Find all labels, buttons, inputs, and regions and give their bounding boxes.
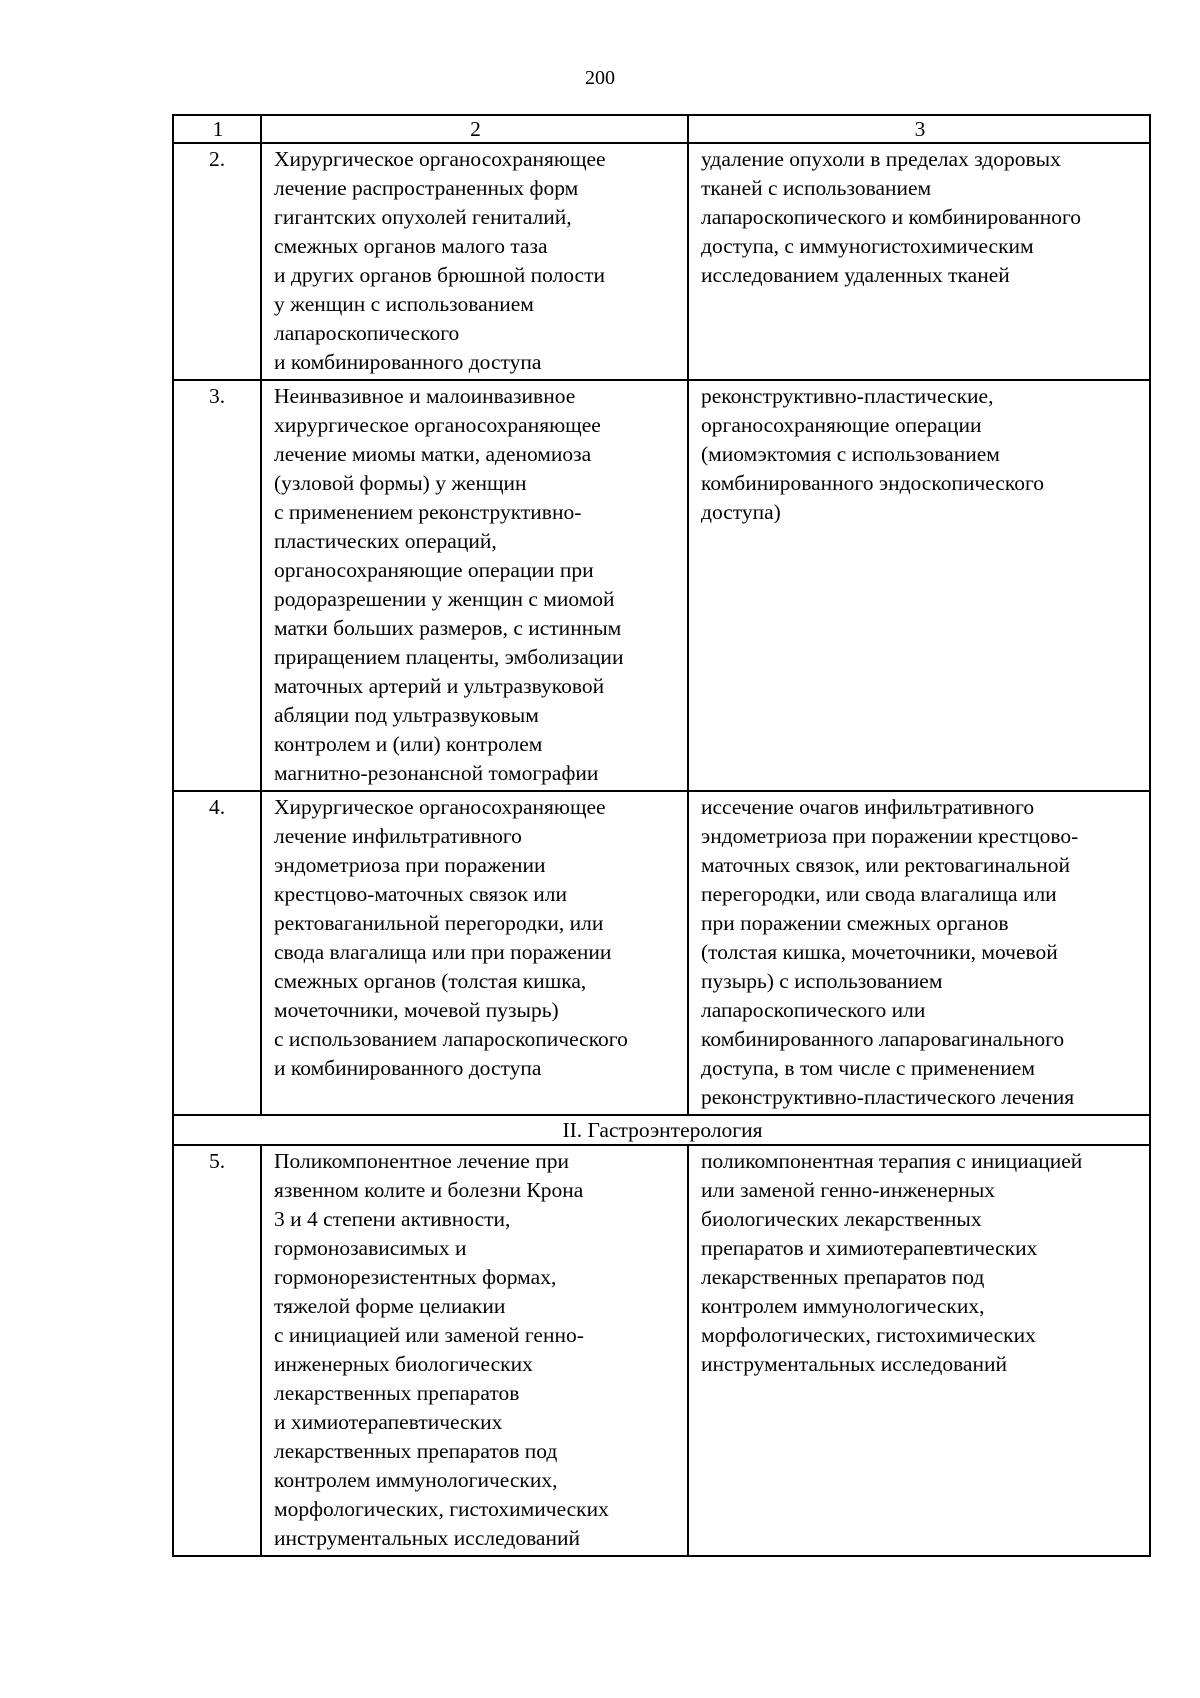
cell-text-line: доступа) xyxy=(701,500,781,524)
cell-text-line: иссечение очагов инфильтративного xyxy=(701,795,1035,819)
cell-text-line: реконструктивно-пластические, xyxy=(701,384,994,408)
cell-text-line: инженерных биологических xyxy=(274,1352,533,1376)
cell-text-line: 3 и 4 степени активности, xyxy=(274,1207,511,1231)
cell-text-line: с инициацией или заменой генно- xyxy=(274,1323,584,1347)
cell-text-line: биологических лекарственных xyxy=(701,1207,982,1231)
cell-text-line: (толстая кишка, мочеточники, мочевой xyxy=(701,940,1058,964)
cell-text-line: свода влагалища или при поражении xyxy=(274,940,612,964)
row-number: 5. xyxy=(173,1145,261,1556)
cell-text-line: крестцово-маточных связок или xyxy=(274,882,568,906)
cell-text-line: перегородки, или свода влагалища или xyxy=(701,882,1057,906)
header-col-2: 2 xyxy=(261,115,688,143)
cell-text-line: Неинвазивное и малоинвазивное xyxy=(274,384,576,408)
page-number: 200 xyxy=(585,67,615,89)
cell-text-line: приращением плаценты, эмболизации xyxy=(274,645,624,669)
cell-text-line: матки больших размеров, с истинным xyxy=(274,616,622,640)
cell-text-line: органосохраняющие операции при xyxy=(274,558,594,582)
table-row xyxy=(173,1145,1150,1556)
cell-text-line: гормонорезистентных формах, xyxy=(274,1265,557,1289)
cell-text-line: органосохраняющие операции xyxy=(701,413,982,437)
cell-text-line: и других органов брюшной полости xyxy=(274,263,606,287)
row-number: 2. xyxy=(173,143,261,380)
treatment-description xyxy=(261,1145,688,1556)
cell-text-line: лечение распространенных форм xyxy=(274,176,579,200)
table-row xyxy=(173,380,1150,791)
cell-text-line: хирургическое органосохраняющее xyxy=(274,413,601,437)
cell-text-line: контролем иммунологических, xyxy=(701,1294,985,1318)
cell-text-line: удаление опухоли в пределах здоровых xyxy=(701,147,1061,171)
cell-text-line: морфологических, гистохимических xyxy=(274,1497,609,1521)
cell-text-line: контролем иммунологических, xyxy=(274,1468,558,1492)
cell-text-line: лекарственных препаратов под xyxy=(274,1439,558,1463)
cell-text-line: инструментальных исследований xyxy=(701,1352,1007,1376)
cell-text-line: лечение инфильтративного xyxy=(274,824,522,848)
cell-text-line: реконструктивно-пластического лечения xyxy=(701,1085,1075,1109)
section-heading: II. Гастроэнтерология xyxy=(173,1115,1150,1145)
cell-text-line: доступа, в том числе с применением xyxy=(701,1056,1035,1080)
treatment-description xyxy=(261,380,688,791)
cell-text-line: Хирургическое органосохраняющее xyxy=(274,147,606,171)
method-description xyxy=(688,1145,1150,1556)
cell-text-line: контролем и (или) контролем xyxy=(274,732,543,756)
cell-text-line: морфологических, гистохимических xyxy=(701,1323,1036,1347)
cell-text-line: магнитно-резонансной томографии xyxy=(274,761,599,785)
cell-text-line: лекарственных препаратов xyxy=(274,1381,520,1405)
table-row xyxy=(173,143,1150,380)
cell-text-line: лечение миомы матки, аденомиоза xyxy=(274,442,592,466)
cell-text-line: тканей с использованием xyxy=(701,176,932,200)
cell-text-line: абляции под ультразвуковым xyxy=(274,703,539,727)
cell-text-line: пластических операций, xyxy=(274,529,497,553)
cell-text-line: эндометриоза при поражении крестцово- xyxy=(701,824,1079,848)
cell-text-line: у женщин с использованием xyxy=(274,292,534,316)
header-col-3: 3 xyxy=(688,115,1150,143)
cell-text-line: ректоваганильной перегородки, или xyxy=(274,911,604,935)
cell-text-line: при поражении смежных органов xyxy=(701,911,1009,935)
services-table xyxy=(172,114,1151,1557)
cell-text-line: гигантских опухолей гениталий, xyxy=(274,205,572,229)
cell-text-line: доступа, с иммуногистохимическим xyxy=(701,234,1034,258)
cell-text-line: или заменой генно-инженерных xyxy=(701,1178,996,1202)
table-header-row xyxy=(173,115,1150,143)
cell-text-line: препаратов и химиотерапевтических xyxy=(701,1236,1038,1260)
cell-text-line: лапароскопического xyxy=(274,321,460,345)
cell-text-line: язвенном колите и болезни Крона xyxy=(274,1178,584,1202)
cell-text-line: тяжелой форме целиакии xyxy=(274,1294,506,1318)
cell-text-line: (миомэктомия с использованием xyxy=(701,442,1000,466)
row-number: 4. xyxy=(173,791,261,1115)
method-description xyxy=(688,791,1150,1115)
cell-text-line: Хирургическое органосохраняющее xyxy=(274,795,606,819)
cell-text-line: с использованием лапароскопического xyxy=(274,1027,628,1051)
cell-text-line: (узловой формы) у женщин xyxy=(274,471,527,495)
treatment-description xyxy=(261,143,688,380)
cell-text-line: исследованием удаленных тканей xyxy=(701,263,1010,287)
cell-text-line: инструментальных исследований xyxy=(274,1526,580,1550)
cell-text-line: поликомпонентная терапия с инициацией xyxy=(701,1149,1083,1173)
cell-text-line: и комбинированного доступа xyxy=(274,350,542,374)
cell-text-line: мочеточники, мочевой пузырь) xyxy=(274,998,559,1022)
cell-text-line: эндометриоза при поражении xyxy=(274,853,546,877)
cell-text-line: Поликомпонентное лечение при xyxy=(274,1149,569,1173)
method-description xyxy=(688,143,1150,380)
cell-text-line: маточных артерий и ультразвуковой xyxy=(274,674,605,698)
treatment-description xyxy=(261,791,688,1115)
cell-text-line: комбинированного эндоскопического xyxy=(701,471,1045,495)
row-number: 3. xyxy=(173,380,261,791)
cell-text-line: смежных органов малого таза xyxy=(274,234,548,258)
cell-text-line: и комбинированного доступа xyxy=(274,1056,542,1080)
cell-text-line: лапароскопического и комбинированного xyxy=(701,205,1082,229)
cell-text-line: пузырь) с использованием xyxy=(701,969,943,993)
cell-text-line: и химиотерапевтических xyxy=(274,1410,503,1434)
section-heading-row xyxy=(173,1115,1150,1145)
cell-text-line: гормонозависимых и xyxy=(274,1236,467,1260)
cell-text-line: комбинированного лапаровагинального xyxy=(701,1027,1065,1051)
cell-text-line: с применением реконструктивно- xyxy=(274,500,582,524)
table-row xyxy=(173,791,1150,1115)
header-col-1: 1 xyxy=(173,115,261,143)
cell-text-line: маточных связок, или ректовагинальной xyxy=(701,853,1070,877)
method-description xyxy=(688,380,1150,791)
cell-text-line: родоразрешении у женщин с миомой xyxy=(274,587,615,611)
cell-text-line: лапароскопического или xyxy=(701,998,926,1022)
cell-text-line: лекарственных препаратов под xyxy=(701,1265,985,1289)
cell-text-line: смежных органов (толстая кишка, xyxy=(274,969,587,993)
